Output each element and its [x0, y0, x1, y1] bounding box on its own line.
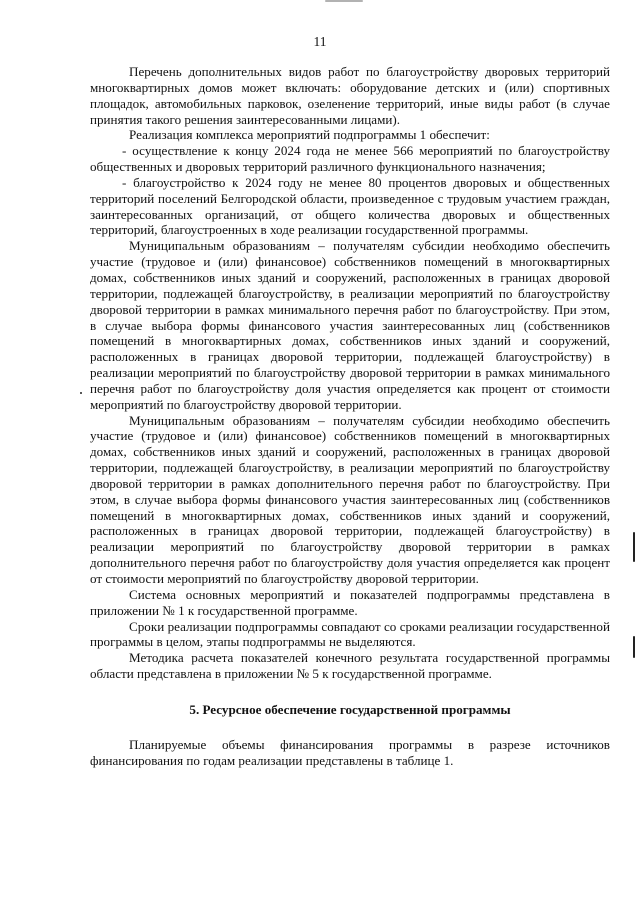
- paragraph-minimal-list-participation: Муниципальным образованиям – получателям субсидии необходимо обеспечить участие (трудовое и (или) финансовое) собственников помещений в многоквартирных домах, собственников иных зданий и сооружений, расположенных в границах дворовой территории, подлежащей благоустройству, в реализации мероприятий по благоустройству дворовой территории в рамках минимального перечня работ по благоустройству. При этом, в случае выбора формы финансового участия заинтересованных лиц (собственников помещений в многоквартирных домах, собственников иных зданий и сооружений, расположенных в границах дворовой территории, подлежащей благоустройству) в реализации мероприятий по благоустройству дворовой территории в рамках минимального перечня работ по благоустройству доля участия определяется как процент от стоимости мероприятий по благоустройству дворовой территории.: [90, 238, 610, 412]
- page-number: 11: [313, 34, 327, 49]
- paragraph-financing: Планируемые объемы финансирования программы в разрезе источников финансирования по годам реализации представлены в таблице 1.: [90, 736, 610, 768]
- scan-mark-right-1: [633, 532, 635, 562]
- paragraph-additional-works: Перечень дополнительных видов работ по благоустройству дворовых территорий многоквартирных домов может включать: оборудование детских и (или) спортивных площадок, автомобильных парковок, озеленение территорий, иные виды работ (в случае принятия такого решения заинтересованными лицами).: [90, 64, 610, 127]
- paragraph-implementation-intro: Реализация комплекса мероприятий подпрограммы 1 обеспечит:: [129, 127, 490, 143]
- list-item-events-2024: - осуществление к концу 2024 года не менее 566 мероприятий по благоустройству общественных и дворовых территорий различного функционального назначения;: [90, 143, 610, 175]
- paragraph-methodology: Методика расчета показателей конечного результата государственной программы области представлена в приложении № 5 к государственной программе.: [90, 650, 610, 682]
- paragraph-additional-list-participation: Муниципальным образованиям – получателям субсидии необходимо обеспечить участие (трудовое и (или) финансовое) собственников помещений в многоквартирных домах, собственников иных зданий и сооружений, расположенных в границах дворовой территории, подлежащей благоустройству, в реализации мероприятий по благоустройству дворовой территории в рамках дополнительного перечня работ по благоустройству. При этом, в случае выбора формы финансового участия заинтересованных лиц (собственников помещений в многоквартирных домах, собственников иных зданий и сооружений, расположенных в границах дворовой территории, подлежащей благоустройству) в реализации мероприятий по благоустройству дворовой территории в рамках дополнительного перечня работ по благоустройству доля участия определяется как процент от стоимости мероприятий по благоустройству дворовой территории.: [90, 412, 610, 586]
- paragraph-implementation-terms: Сроки реализации подпрограммы совпадают со сроками реализации государственной программы в целом, этапы подпрограммы не выделяются.: [90, 618, 610, 650]
- scan-mark-right-2: [633, 636, 635, 658]
- list-item-improvement-80-percent: - благоустройство к 2024 году не менее 80 процентов дворовых и общественных территорий поселений Белгородской области, произведенное с трудовым участием граждан, заинтересованных организаций, от общего количества дворовых и общественных территорий, благоустроенных в ходе реализации государственной программы.: [90, 174, 610, 238]
- document-body: [90, 64, 610, 768]
- section-heading: 5. Ресурсное обеспечение государственной программы: [189, 701, 511, 717]
- scan-mark-top: [325, 0, 363, 2]
- section-spacer: [90, 718, 610, 737]
- scan-mark-left: [80, 392, 82, 394]
- paragraph-system-of-measures: Система основных мероприятий и показателей подпрограммы представлена в приложении № 1 к государственной программе.: [90, 586, 610, 618]
